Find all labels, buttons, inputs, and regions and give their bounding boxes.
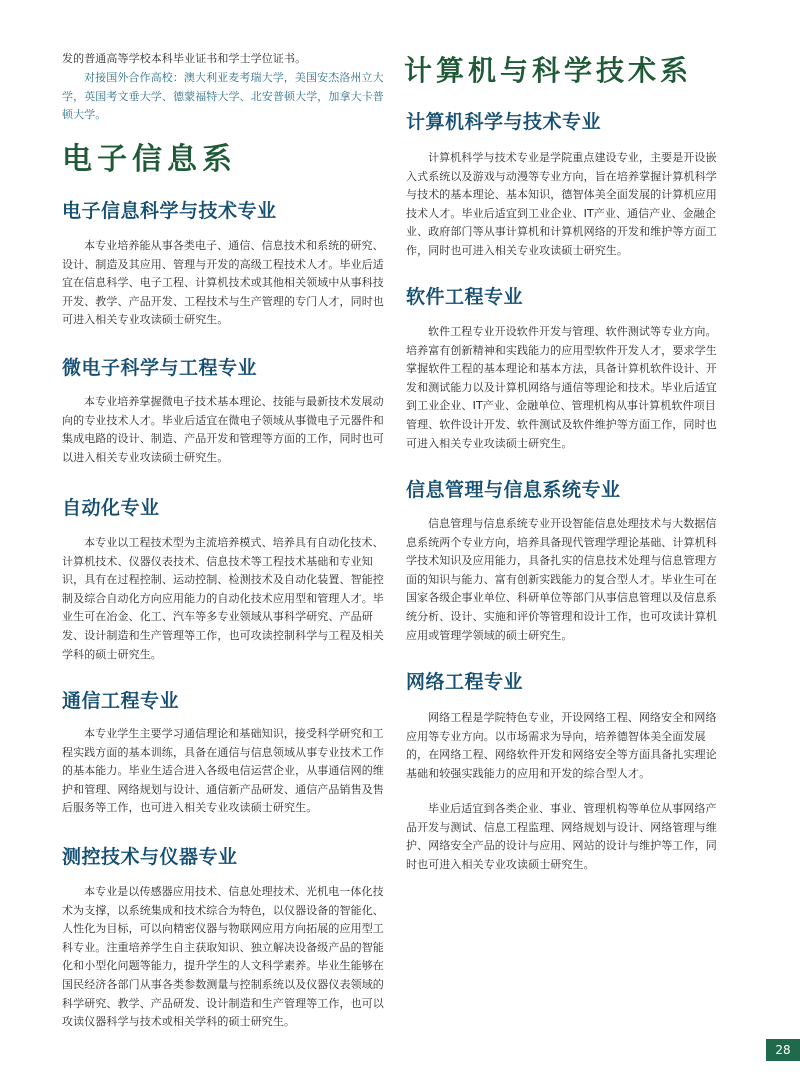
partner-universities: 对接国外合作高校：澳大利亚麦考瑞大学，美国安杰洛州立大学，英国考文垂大学、德蒙福特大学、北安普顿大学，加拿大卡普顿大学。 (62, 71, 384, 122)
major-desc-microelectronics: 本专业培养掌握微电子技术基本理论、技能与最新技术发展动向的专业技术人才。毕业后适宜在微电子领域从事微电子元器件和集成电路的设计、制造、产品开发和管理等方面的工作，同时也可以进入相关专业攻读硕士研究生。 (62, 395, 384, 464)
major-title-software: 软件工程专业 (406, 286, 524, 308)
intro-line: 发的普通高等学校本科毕业证书和学士学位证书。 (62, 52, 307, 65)
major-desc-network: 网络工程是学院特色专业，开设网络工程、网络安全和网络应用等专业方向。以市场需求为导向，培养德智体美全面发展的，在网络工程、网络软件开发和网络安全等方面具备扎实理论基础和较强实践能力的应用和开发的综合型人才。 (406, 711, 717, 780)
major-desc-cs: 计算机科学与技术专业是学院重点建设专业，主要是开设嵌入式系统以及游戏与动漫等专业方向，旨在培养掌握计算机科学与技术的基本理论、基本知识，德智体美全面发展的计算机应用技术人才。毕业后适宜到工业企业、IT产业、通信产业、金融企业、政府部门等从事计算机和计算机网络的开发和维护等方面工作，同时也可进入相关专业攻读硕士研究生。 (406, 151, 717, 257)
major-title-communication: 通信工程专业 (62, 690, 180, 712)
page-number: 28 (766, 1039, 800, 1061)
major-desc-software: 软件工程专业开设软件开发与管理、软件测试等专业方向。培养富有创新精神和实践能力的应用型软件开发人才，要求学生掌握软件工程的基本理论和基本方法，具备计算机软件设计、开发和测试能力以及计算机网络与通信等理论和技术。毕业后适宜到工业企业、IT产业、金融单位、管理机构从事计算机软件项目管理、软件设计开发、软件测试及软件维护等方面工作，同时也可进入相关专业攻读硕士研究生。 (406, 325, 717, 450)
major-desc-measurement: 本专业是以传感器应用技术、信息处理技术、光机电一体化技术为支撑，以系统集成和技术综合为特色，以仪器设备的智能化、人性化为目标，可以向精密仪器与物联网应用方向拓展的应用型工科专业。注重培养学生自主获取知识、独立解决设备级产品的智能化和小型化问题等能力，提升学生的人文科学素养。毕业生能够在国民经济各部门从事各类参数测量与控制系统以及仪器仪表领域的科学研究、教学、产品研发、设计制造和生产管理等工作，也可以攻读仪器科学与技术或相关学科的硕士研究生。 (62, 885, 384, 1029)
major-title-electronic-info: 电子信息科学与技术专业 (62, 200, 277, 222)
dept-title-computer: 计算机与科学技术系 (404, 54, 693, 87)
major-desc-electronic-info: 本专业培养能从事各类电子、通信、信息技术和系统的研究、设计、制造及其应用、管理与开发的高级工程技术人才。毕业后适宜在信息科学、电子工程、计算机技术或其他相关领域中从事科技开发、教学、产品开发、工程技术与生产管理的专门人才，同时也可进入相关专业攻读硕士研究生。 (62, 239, 384, 327)
major-title-automation: 自动化专业 (62, 497, 160, 519)
major-desc-automation: 本专业以工程技术型为主流培养模式、培养具有自动化技术、计算机技术、仪器仪表技术、信息技术等工程技术基础和专业知识，具有在过程控制、运动控制、检测技术及自动化装置、智能控制及综合自动化方向应用能力的自动化技术应用型和管理人才。毕业生可在冶金、化工、汽车等多专业领域从事科学研究、产品研发、设计制造和生产管理等工作，也可攻读控制科学与工程及相关学科的硕士研究生。 (62, 536, 384, 661)
major-title-network: 网络工程专业 (406, 671, 524, 693)
major-title-measurement: 测控技术与仪器专业 (62, 846, 238, 868)
major-title-microelectronics: 微电子科学与工程专业 (62, 357, 258, 379)
dept-title-electronics: 电子信息系 (62, 142, 237, 177)
major-desc-network-2: 毕业后适宜到各类企业、事业、管理机构等单位从事网络产品开发与测试、信息工程监理、网络规划与设计、网络管理与维护、网络安全产品的设计与应用、网站的设计与维护等工作，同时也可进入相关专业攻读硕士研究生。 (406, 802, 717, 871)
major-title-cs: 计算机科学与技术专业 (406, 111, 602, 133)
major-title-info-mgmt: 信息管理与信息系统专业 (406, 479, 621, 501)
major-desc-info-mgmt: 信息管理与信息系统专业开设智能信息处理技术与大数据信息系统两个专业方向，培养具备现代管理学理论基础、计算机科学技术知识及应用能力，具备扎实的信息技术处理与信息管理方面的知识与能力、富有创新实践能力的复合型人才。毕业生可在国家各级企事业单位、科研单位等部门从事信息管理以及信息系统分析、设计、实施和评价等管理和设计工作，也可攻读计算机应用或管理学领域的硕士研究生。 (406, 517, 717, 642)
major-desc-communication: 本专业学生主要学习通信理论和基础知识，接受科学研究和工程实践方面的基本训练，具备在通信与信息领域从事专业技术工作的基本能力。毕业生适合进入各级电信运营企业，从事通信网的维护和管理、网络规划与设计、通信新产品研发、通信产品销售及售后服务等工作，也可进入相关专业攻读硕士研究生。 (62, 727, 384, 815)
